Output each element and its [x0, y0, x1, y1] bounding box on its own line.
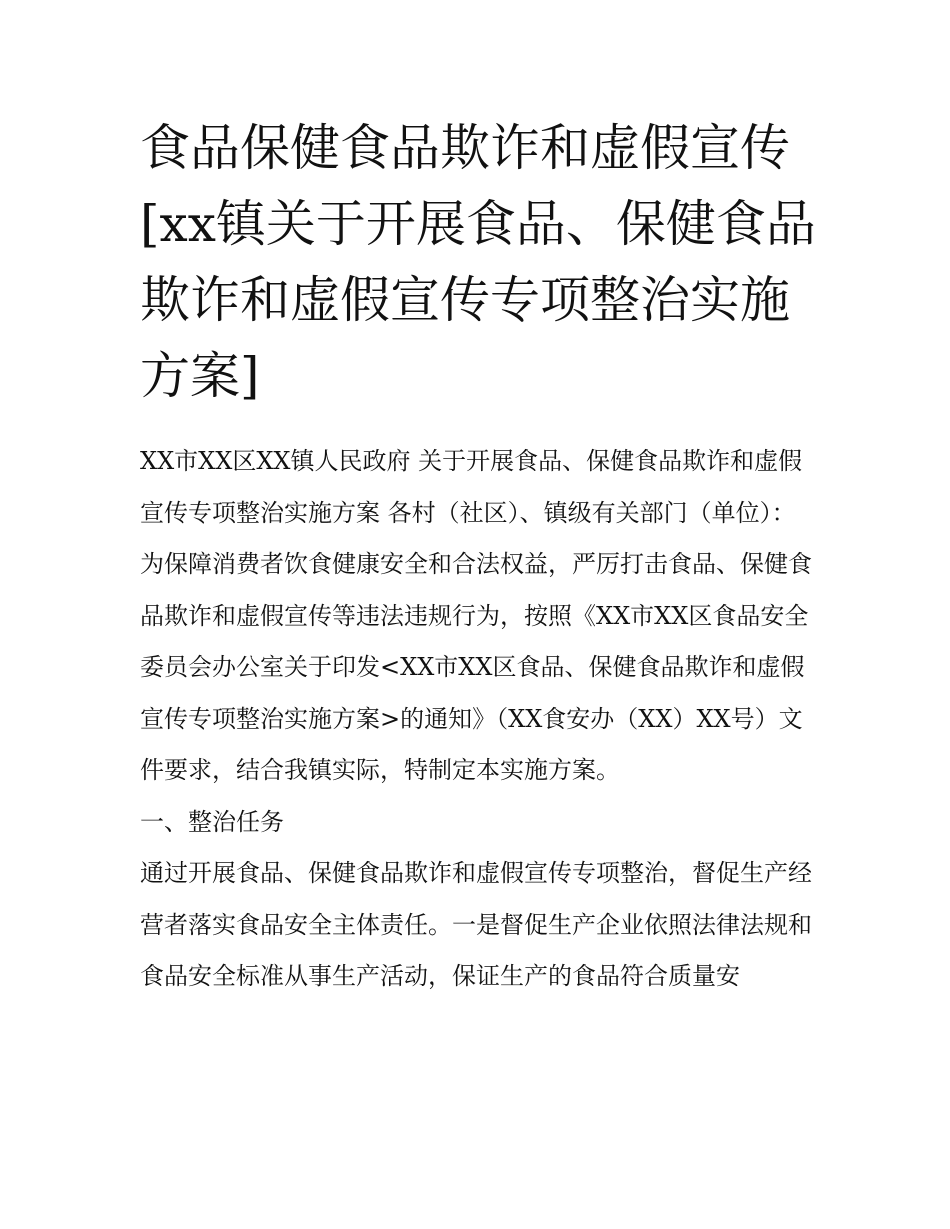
purpose-paragraph: 为保障消费者饮食健康安全和合法权益，严厉打击食品、保健食品欺诈和虚假宣传等违法违规行为，按照《XX市XX区食品安全委员会办公室关于印发<XX市XX区食品、保健食品欺诈和虚假宣传专项整治实施方案>的通知》（XX食安办（XX）XX号）文件要求，结合我镇实际，特制定本实施方案。 — [140, 550, 812, 784]
section-body-paragraph: 通过开展食品、保健食品欺诈和虚假宣传专项整治，督促生产经营者落实食品安全主体责任。一是督促生产企业依照法律法规和食品安全标准从事生产活动，保证生产的食品符合质量安 — [140, 859, 812, 990]
document-body — [140, 110, 820, 1003]
section-heading: 一、整治任务 — [140, 807, 284, 836]
intro-paragraph: XX市XX区XX镇人民政府 关于开展食品、保健食品欺诈和虚假 宣传专项整治实施方案 各村（社区）、镇级有关部门（单位）： — [140, 447, 803, 527]
document-title: 食品保健食品欺诈和虚假宣传[xx镇关于开展食品、保健食品欺诈和虚假宣传专项整治实施方案] — [140, 119, 816, 405]
